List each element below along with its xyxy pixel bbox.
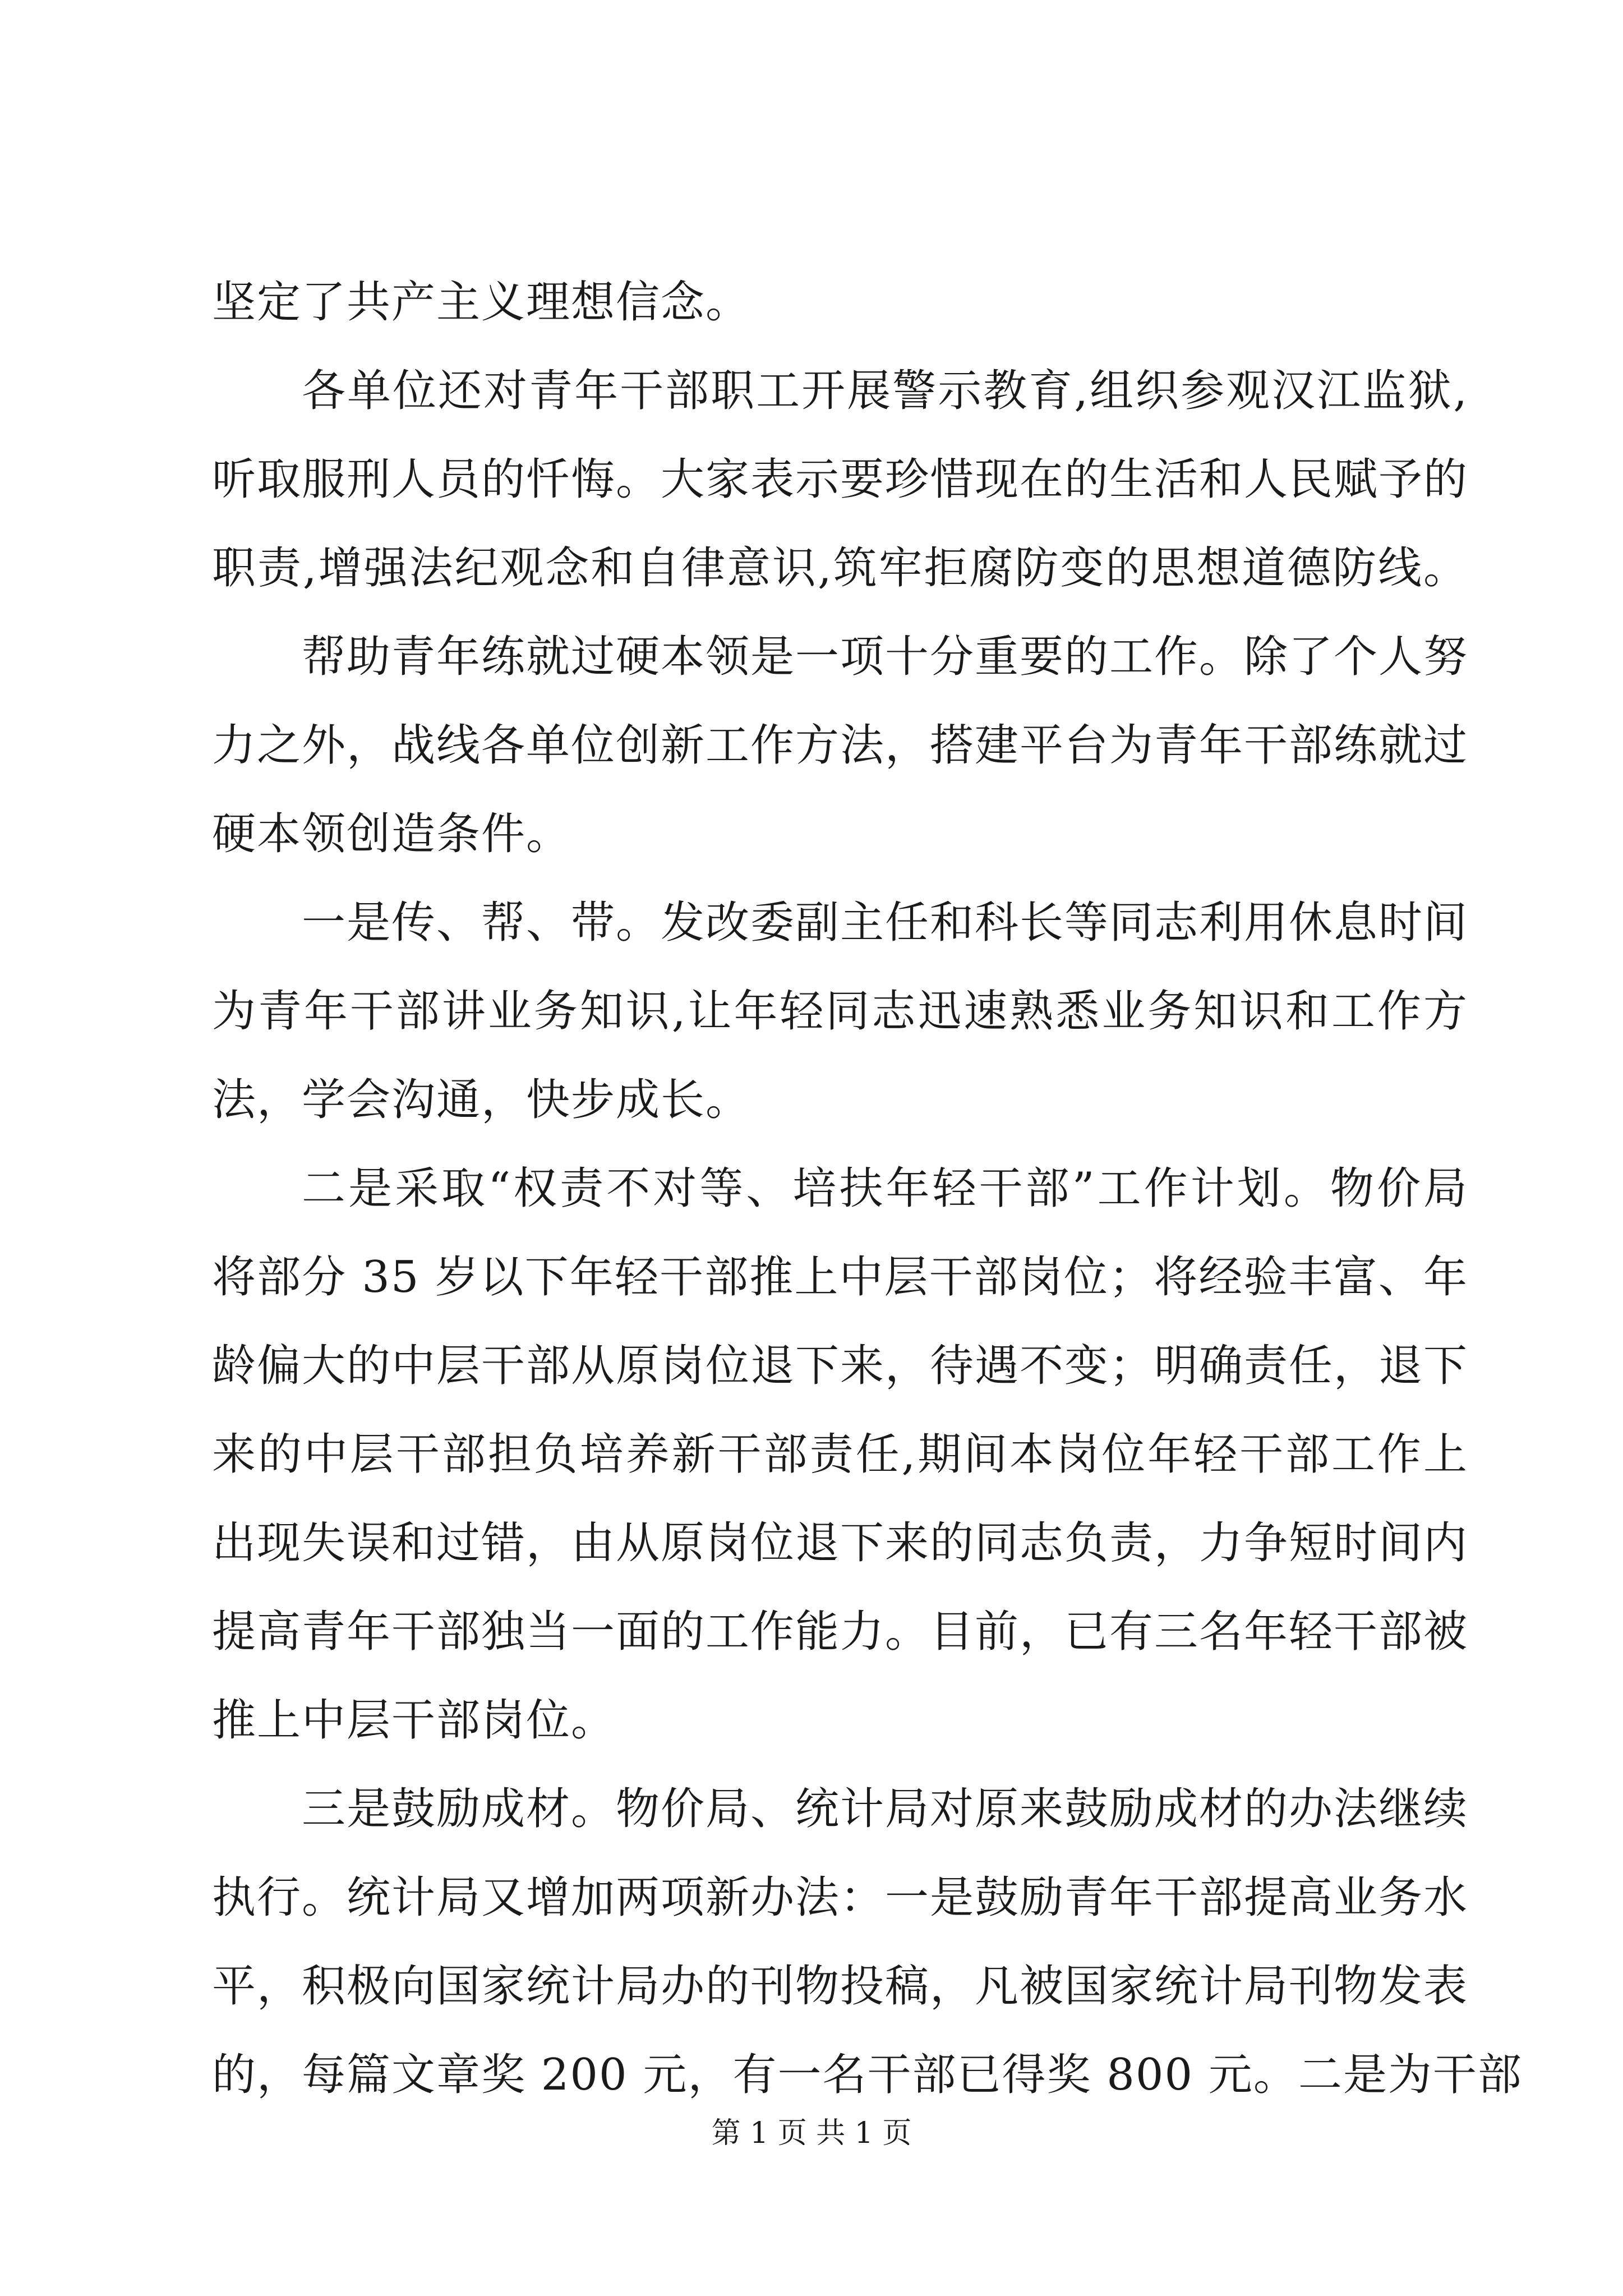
body-text (212, 258, 1523, 2119)
text-line: 二是采取“权责不对等、培扶年轻干部”工作计划。物价局 (302, 1163, 1468, 1214)
text-line: 坚定了共产主义理想信念。 (212, 277, 751, 328)
text-line: 来的中层干部担负培养新干部责任,期间本岗位年轻干部工作上 (212, 1429, 1468, 1480)
text-line: 执行。统计局又增加两项新办法：一是鼓励青年干部提高业务水 (212, 1872, 1469, 1923)
text-line: 平，积极向国家统计局办的刊物投稿，凡被国家统计局刊物发表 (212, 1961, 1469, 2012)
text-line: 职责,增强法纪观念和自律意识,筑牢拒腐防变的思想道德防线。 (212, 543, 1468, 593)
text-line: 提高青年干部独当一面的工作能力。目前，已有三名年轻干部被 (212, 1607, 1469, 1657)
text-line: 各单位还对青年干部职工开展警示教育,组织参观汉江监狱, (302, 366, 1468, 416)
text-line: 将部分 35 岁以下年轻干部推上中层干部岗位；将经验丰富、年 (212, 1252, 1468, 1303)
text-line: 帮助青年练就过硬本领是一项十分重要的工作。除了个人努 (302, 632, 1469, 682)
text-line: 法，学会沟通，快步成长。 (212, 1075, 751, 1125)
text-line: 龄偏大的中层干部从原岗位退下来，待遇不变；明确责任，退下 (212, 1341, 1469, 1391)
text-line: 为青年干部讲业务知识,让年轻同志迅速熟悉业务知识和工作方 (212, 986, 1468, 1037)
text-line: 三是鼓励成材。物价局、统计局对原来鼓励成材的办法继续 (302, 1784, 1469, 1834)
text-line: 出现失误和过错，由从原岗位退下来的同志负责，力争短时间内 (212, 1518, 1469, 1568)
text-line: 硬本领创造条件。 (212, 809, 571, 859)
text-line: 听取服刑人员的忏悔。大家表示要珍惜现在的生活和人民赋予的 (212, 454, 1469, 505)
text-line: 的，每篇文章奖 200 元，有一名干部已得奖 800 元。二是为干部 (212, 2050, 1523, 2100)
text-line: 推上中层干部岗位。 (212, 1695, 616, 1746)
text-line: 力之外，战线各单位创新工作方法，搭建平台为青年干部练就过 (212, 720, 1469, 771)
page-footer: 第 1 页 共 1 页 (711, 2116, 912, 2150)
text-line: 一是传、帮、带。发改委副主任和科长等同志利用休息时间 (302, 898, 1469, 948)
